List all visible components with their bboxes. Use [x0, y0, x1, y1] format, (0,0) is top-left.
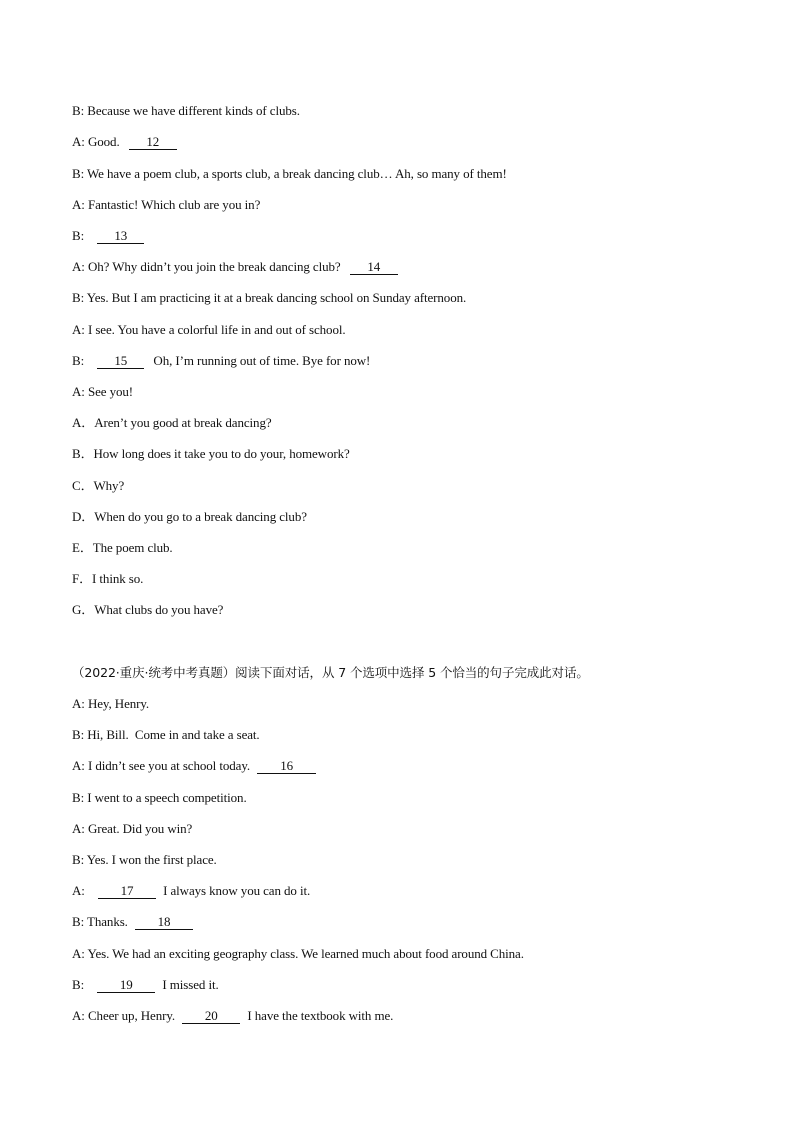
option-item — [72, 540, 173, 556]
line-text: Hi, Bill. Come in and take a seat. — [87, 727, 260, 742]
blank-12[interactable]: 12 — [129, 135, 177, 150]
dialogue-line — [72, 696, 149, 712]
line-text: Fantastic! Which club are you in? — [87, 197, 261, 212]
option-item — [72, 478, 124, 494]
option-text: How long does it take you to do your, homework? — [93, 446, 350, 461]
option-text: The poem club. — [92, 540, 173, 555]
option-item — [72, 602, 223, 618]
dialogue-line — [72, 946, 524, 962]
line-text: I went to a speech competition. — [87, 790, 247, 805]
dialogue-line — [72, 134, 177, 150]
speaker: A: — [72, 946, 85, 961]
blank-15[interactable]: 15 — [97, 354, 144, 369]
speaker: B: — [72, 103, 85, 118]
speaker: A: — [72, 821, 85, 836]
speaker: B: — [72, 790, 85, 805]
dialogue-line — [72, 790, 247, 806]
blank-17[interactable]: 17 — [98, 884, 156, 899]
line-text: See you! — [87, 384, 134, 399]
speaker: A: — [72, 134, 85, 149]
dialogue-line — [72, 166, 507, 182]
speaker: A: — [72, 322, 85, 337]
dialogue-line — [72, 883, 310, 899]
line-text: Oh? Why didn’t you join the break dancing club? — [87, 259, 341, 274]
speaker: A: — [72, 259, 85, 274]
dialogue-line — [72, 1008, 393, 1024]
option-text: What clubs do you have? — [94, 602, 224, 617]
dialogue-line — [72, 103, 300, 119]
dialogue-line — [72, 977, 219, 993]
option-item — [72, 415, 272, 431]
option-item — [72, 509, 307, 525]
blank-19[interactable]: 19 — [97, 978, 155, 993]
option-letter: A． — [72, 415, 95, 430]
line-text: Oh, I’m running out of time. Bye for now! — [153, 353, 371, 368]
dialogue-line — [72, 821, 192, 837]
line-text: Yes. We had an exciting geography class. We learned much about food around China. — [87, 946, 524, 961]
line-text: We have a poem club, a sports club, a break dancing club… Ah, so many of them! — [87, 166, 507, 181]
speaker: B: — [72, 852, 85, 867]
option-text: Aren’t you good at break dancing? — [94, 415, 272, 430]
speaker: A: — [72, 384, 85, 399]
line-text: Hey, Henry. — [87, 696, 150, 711]
option-text: Why? — [93, 478, 125, 493]
line-text: Cheer up, Henry. — [87, 1008, 176, 1023]
dialogue-line — [72, 353, 370, 369]
blank-14[interactable]: 14 — [350, 260, 398, 275]
option-letter: F． — [72, 571, 93, 586]
speaker: A: — [72, 758, 85, 773]
option-letter: D． — [72, 509, 95, 524]
line-text: I didn’t see you at school today. — [87, 758, 251, 773]
line-text: I missed it. — [162, 977, 219, 992]
dialogue-line — [72, 228, 144, 244]
option-letter: C． — [72, 478, 94, 493]
line-text: I have the textbook with me. — [247, 1008, 394, 1023]
option-letter: G． — [72, 602, 95, 617]
speaker: B: — [72, 353, 85, 368]
line-text: Great. Did you win? — [87, 821, 193, 836]
dialogue-line — [72, 852, 217, 868]
speaker: B: — [72, 166, 85, 181]
dialogue-line — [72, 914, 193, 930]
speaker: A: — [72, 883, 85, 898]
blank-20[interactable]: 20 — [182, 1009, 240, 1024]
section-heading: （2022·重庆·统考中考真题）阅读下面对话，从 7 个选项中选择 5 个恰当的句子完成此对话。 — [72, 665, 589, 680]
option-item — [72, 446, 350, 462]
speaker: B: — [72, 290, 85, 305]
line-text: Thanks. — [87, 914, 128, 929]
speaker: B: — [72, 977, 85, 992]
line-text: I always know you can do it. — [163, 883, 311, 898]
dialogue-line — [72, 384, 133, 400]
line-text: Yes. I won the first place. — [86, 852, 217, 867]
dialogue-line — [72, 322, 346, 338]
line-text: I see. You have a colorful life in and out of school. — [87, 322, 346, 337]
option-letter: E． — [72, 540, 93, 555]
dialogue-line — [72, 290, 466, 306]
speaker: B: — [72, 228, 85, 243]
speaker: B: — [72, 914, 85, 929]
blank-16[interactable]: 16 — [257, 759, 316, 774]
speaker: A: — [72, 1008, 85, 1023]
option-text: When do you go to a break dancing club? — [94, 509, 307, 524]
line-text: Good. — [87, 134, 120, 149]
line-text: Because we have different kinds of clubs. — [87, 103, 300, 118]
blank-18[interactable]: 18 — [135, 915, 193, 930]
option-text: I think so. — [92, 571, 144, 586]
option-letter: B． — [72, 446, 94, 461]
speaker: A: — [72, 197, 85, 212]
option-item — [72, 571, 143, 587]
dialogue-line — [72, 758, 316, 774]
dialogue-line — [72, 727, 260, 743]
speaker: A: — [72, 696, 85, 711]
blank-13[interactable]: 13 — [97, 229, 144, 244]
speaker: B: — [72, 727, 85, 742]
dialogue-line — [72, 197, 260, 213]
line-text: Yes. But I am practicing it at a break dancing school on Sunday afternoon. — [86, 290, 467, 305]
dialogue-line — [72, 259, 398, 275]
